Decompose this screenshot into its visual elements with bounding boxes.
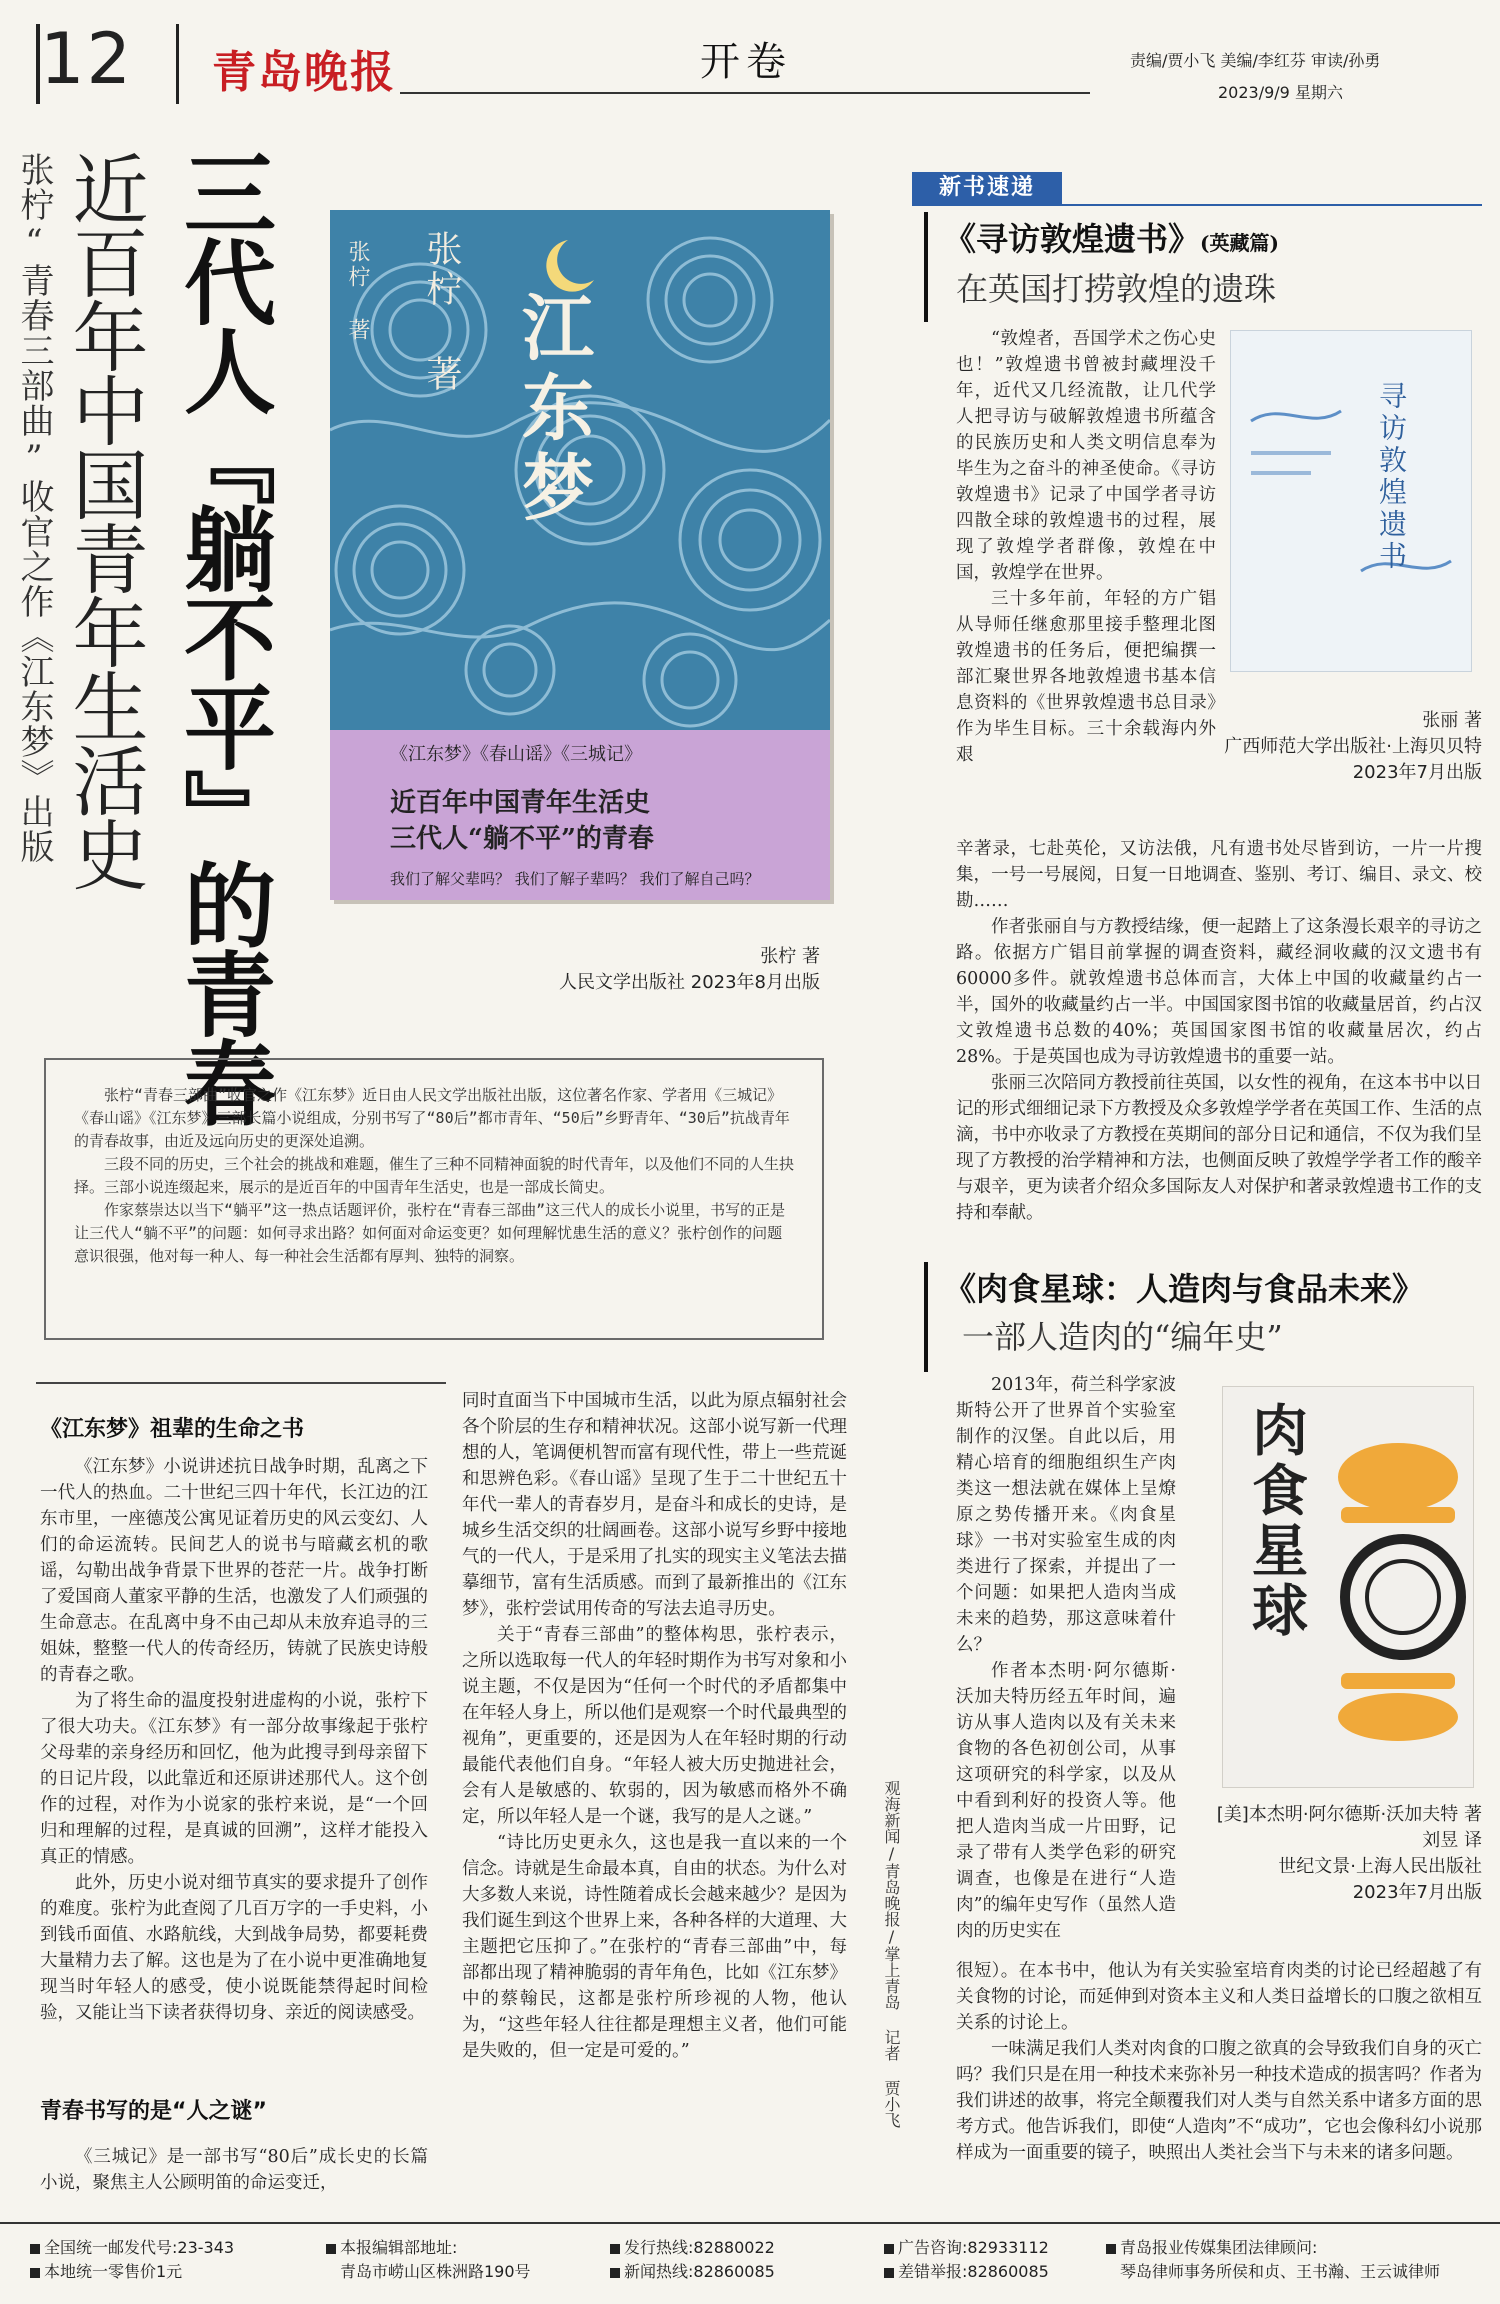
cover-slogan-2: 三代人“躺不平”的青春 — [390, 824, 654, 854]
footer-text: 琴岛律师事务所侯和贞、王书瀚、王云诚律师 — [1120, 2262, 1441, 2281]
footer-text: 青岛市崂山区株洲路190号 — [340, 2262, 531, 2281]
cover-band — [330, 730, 830, 900]
book1-subtitle: 在英国打捞敦煌的遗珠 — [956, 270, 1277, 308]
book1-body-wide — [956, 836, 1482, 1226]
book-cover-meat-planet — [1222, 1386, 1474, 1788]
body-paragraph: 同时直面当下中国城市生活，以此为原点辐射社会各个阶层的生存和精神状况。这部小说写新一代理想的人，笔调便机智而富有现代性，带上一些荒诞和思辨色彩。《春山谣》呈现了生于二十世纪五十年代一辈人的青春岁月，是奋斗和成长的史诗，是城乡生活交织的壮阔画卷。这部小说写乡野中接地气的一代人，于是采用了扎实的现实主义笔法去描摹细节，富有生活质感。而到了最新推出的《江东梦》，张柠尝试用传奇的写法去追寻历史。 — [462, 1391, 847, 1619]
book2-publisher: 世纪文景·上海人民出版社 — [1278, 1856, 1482, 1877]
body-paragraph: 《江东梦》小说讲述抗日战争时期，乱离之下一代人的热血。二十世纪三四十年代，长江边的江东市里，一座德茂公寓见证着历史的风云变幻、人们的命运流转。民间艺人的说书与暗藏玄机的歌谣，勾勒出战争背景下世界的苍茫一片。战争打断了爱国商人董家平静的生活，也激发了人们顽强的生命意志。在乱离中身不由己却从未放弃追寻的三姐妹，整整一代人的传奇经历，铸就了民族史诗般的青春之歌。 — [40, 1457, 428, 1685]
body-paragraph: 作者张丽自与方教授结缘，便一起踏上了这条漫长艰辛的寻访之路。依据方广锠目前掌握的调查资料，藏经洞收藏的汉文遗书有60000多件。就敦煌遗书总体而言，大体上中国的收藏量约占一半，国外的收藏量约占一半。中国国家图书馆的收藏量居首，约占汉文敦煌遗书总数的40%；英国国家图书馆的收藏量居次，约占28%。于是英国也成为寻访敦煌遗书的重要一站。 — [956, 917, 1482, 1067]
meat-planet-cover-title: 肉食星球 — [1243, 1401, 1308, 1641]
footer-text: 新闻热线:82860085 — [624, 2262, 775, 2281]
book2-subtitle: 一部人造肉的“编年史” — [962, 1318, 1283, 1356]
section-heading: 青春书写的是“人之谜” — [40, 2099, 267, 2124]
body-paragraph: “敦煌者，吾国学术之伤心史也！”敦煌遗书曾被封藏埋没千年，近代又几经流散，让几代学人把寻访与破解敦煌遗书所蕴含的民族历史和人类文明信息奉为毕生为之奋斗的神圣使命。《寻访敦煌遗书》记录了中国学者寻访四散全球的敦煌遗书的过程，展现了敦煌学者群像，敦煌在中国，敦煌学在世界。 — [956, 329, 1216, 583]
bullet-square-icon — [610, 2268, 620, 2278]
book2-translator: 刘昱 译 — [1422, 1830, 1482, 1851]
book2-body-wide — [956, 1958, 1482, 2166]
intro-paragraph: 三段不同的历史，三个社会的挑战和难题，催生了三种不同精神面貌的时代青年，以及他们不同的人生抉择。三部小说连缀起来，展示的是近百年的中国青年生活史，也是一部成长简史。 — [74, 1155, 795, 1196]
section-heading: 《江东梦》祖辈的生命之书 — [40, 1417, 305, 1442]
footer-col-4 — [884, 2236, 1049, 2284]
body-paragraph: 关于“青春三部曲”的整体构思，张柠表示，之所以选取每一代人的年轻时期作为书写对象和小说主题，不仅是因为“任何一个时代的矛盾都集中在年轻人身上，所以他们是观察一个时代最典型的视角”，更重要的，还是因为人在年轻时期的行动最能代表他们自身。“年轻人被大历史抛进社会，会有人是敏感的、软弱的，因为敏感而格外不确定，所以年轻人是一个谜，我写的是人之谜。” — [462, 1625, 847, 1827]
bullet-square-icon — [326, 2244, 336, 2254]
body-paragraph: 很短）。在本书中，他认为有关实验室培育肉类的讨论已经超越了有关食物的讨论，而延伸到对资本主义和人类日益增长的口腹之欲相互关系的讨论上。 — [956, 1961, 1482, 2033]
footer-text: 全国统一邮发代号:23-343 — [44, 2238, 235, 2257]
editors-line: 责编/贾小飞 美编/李红芬 审读/孙勇 — [1130, 51, 1381, 70]
footer-col-2 — [326, 2236, 531, 2284]
book1-publisher: 广西师范大学出版社·上海贝贝特 — [1224, 736, 1482, 757]
lead-subheadline: 张柠“青春三部曲”收官之作《江东梦》出版 — [14, 152, 54, 864]
dunhuang-cover-title: 寻访敦煌遗书 — [1375, 381, 1408, 573]
book2-credit — [1160, 1802, 1482, 1906]
footer-text: 本地统一零售价1元 — [44, 2262, 183, 2281]
footer-col-5 — [1106, 2236, 1440, 2284]
page-number: 12 — [40, 18, 134, 100]
footer-rule — [0, 2222, 1500, 2224]
new-books-tag: 新书速递 — [912, 172, 1062, 204]
body-paragraph: 张丽三次陪同方教授前往英国，以女性的视角，在这本书中以日记的形式细细记录下方教授及众多敦煌学学者在英国工作、生活的点滴，书中亦收录了方教授在英期间的部分日记和通信，不仅为我们呈现了方教授的治学精神和方法，也侧面反映了敦煌学学者工作的酸辛与艰辛，更为读者介绍众多国际友人对保护和著录敦煌遗书工作的支持和奉献。 — [956, 1073, 1482, 1223]
book-cover-dunhuang — [1230, 330, 1472, 672]
cover-author-small: 张柠 著 — [345, 240, 370, 343]
bullet-square-icon — [884, 2244, 894, 2254]
bullet-square-icon — [1106, 2244, 1116, 2254]
lead-headline-main: 三代人『躺不平』的青春 — [169, 146, 276, 1125]
cover-ornament — [1231, 331, 1471, 671]
body-paragraph: 《三城记》是一部书写“80后”成长史的长篇小说，聚焦主人公顾明笛的命运变迁， — [40, 2147, 428, 2193]
footer-col-3 — [610, 2236, 775, 2284]
section-rule — [36, 1382, 446, 1384]
intro-paragraph: 作家蔡崇达以当下“躺平”这一热点话题评价，张柠在“青春三部曲”这三代人的成长小说里，书写的正是让三代人“躺不平”的问题：如何寻求出路？如何面对命运变更？如何理解忧患生活的意义？张柠创作的问题意识很强，他对每一种人、每一种社会生活都有厚判、独特的洞察。 — [74, 1201, 786, 1265]
footer-text: 青岛报业传媒集团法律顾问: — [1120, 2238, 1318, 2257]
lead-intro-box — [44, 1058, 824, 1340]
footer-text: 发行热线:82880022 — [624, 2238, 775, 2257]
body-paragraph: 三十多年前，年轻的方广锠从导师任继愈那里接手整理北图敦煌遗书的任务后，便把编撰一部汇聚世界各地敦煌遗书基本信息资料的《世界敦煌遗书总目录》作为毕生目标。三十余载海内外艰 — [956, 589, 1216, 765]
bullet-square-icon — [30, 2268, 40, 2278]
section-title: 开卷 — [700, 39, 792, 85]
cover-author: 张柠 著 — [421, 230, 462, 395]
footer-text: 本报编辑部地址: — [340, 2238, 458, 2257]
lead-credit-publisher: 人民文学出版社 2023年8月出版 — [559, 972, 820, 993]
book2-body-narrow — [956, 1372, 1176, 1944]
book2-author: [美]本杰明·阿尔德斯·沃加夫特 著 — [1216, 1804, 1482, 1825]
book2-title: 《肉食星球：人造肉与食品未来》 — [944, 1270, 1425, 1308]
footer-col-1 — [30, 2236, 234, 2284]
book2-pubdate: 2023年7月出版 — [1352, 1882, 1482, 1903]
lead-column-1 — [40, 1454, 428, 2026]
cover-trilogy: 《江东梦》《春山谣》《三城记》 — [390, 744, 642, 765]
footer-text: 差错举报:82860085 — [898, 2262, 1049, 2281]
book1-body-narrow — [956, 326, 1216, 768]
reporter-byline: 观海新闻/青岛晚报/掌上青岛 记者 贾小飞 — [882, 1780, 901, 2128]
header-rule — [400, 92, 1090, 94]
masthead-logo: 青岛晚报 — [212, 47, 396, 98]
body-paragraph: 一味满足我们人类对肉食的口腹之欲真的会导致我们自身的灭亡吗？我们只是在用一种技术来弥补另一种技术造成的损害吗？作者为我们讲述的故事，将完全颠覆我们对人类与自然关系中诸多方面的思考方式。他告诉我们，即使“人造肉”不“成功”，它也会像科幻小说那样成为一面重要的镜子，映照出人类社会当下与未来的诸多问题。 — [956, 2039, 1482, 2163]
footer-text: 广告咨询:82933112 — [898, 2238, 1049, 2257]
bullet-square-icon — [610, 2244, 620, 2254]
book-cover-jiangdongmeng — [330, 210, 830, 900]
body-paragraph: 2013年，荷兰科学家波斯特公开了世界首个实验室制作的汉堡。自此以后，用精心培育的细胞组织生产肉类这一想法就在媒体上呈燎原之势传播开来。《肉食星球》一书对实验室生成的肉类进行了探索，并提出了一个问题：如果把人造肉当成未来的趋势，那这意味着什么？ — [956, 1375, 1176, 1655]
cover-title: 江东梦 — [510, 290, 595, 530]
headline-bar — [924, 212, 928, 322]
body-paragraph: “诗比历史更永久，这也是我一直以来的一个信念。诗就是生命最本真，自由的状态。为什么对大多数人来说，诗性随着成长会越来越少？是因为我们诞生到这个世界上来，各种各样的大道理、大主题把它压抑了。”在张柠的“青春三部曲”中，每部都出现了精神脆弱的青年角色，比如《江东梦》中的蔡翰民，这都是张柠所珍视的人物，他认为，“这些年轻人往往都是理想主义者，他们可能是失败的，但一定是可爱的。” — [462, 1833, 847, 2061]
lead-headline-secondary: 近百年中国青年生活史 — [60, 150, 149, 890]
book1-pubdate: 2023年7月出版 — [1352, 762, 1482, 783]
headline-bar — [924, 1262, 928, 1372]
body-paragraph: 此外，历史小说对细节真实的要求提升了创作的难度。张柠为此查阅了几百万字的一手史料，小到钱币面值、水路航线，大到战争局势，都要耗费大量精力去了解。这也是为了在小说中更准确地复现当时年轻人的感受，使小说既能禁得起时间检验，又能让当下读者获得切身、亲近的阅读感受。 — [40, 1873, 428, 2023]
bullet-square-icon — [884, 2268, 894, 2278]
body-paragraph: 辛著录，七赴英伦，又访法俄，凡有遗书处尽皆到访，一片一片搜集，一号一号展阅，日复一日地调查、鉴别、考订、编目、录文、校勘…… — [956, 839, 1482, 911]
body-paragraph: 作者本杰明·阿尔德斯·沃加夫特历经五年时间，遍访从事人造肉以及有关未来食物的各色初创公司，从事这项研究的科学家，以及从中看到利好的投资人等。他把人造肉当成一片田野，记录了带有人类学色彩的研究调查，也像是在进行“人造肉”的编年史写作（虽然人造肉的历史实在 — [956, 1661, 1176, 1941]
book1-author: 张丽 著 — [1422, 710, 1482, 731]
lead-column-1-tail — [40, 2144, 428, 2196]
book1-title: 《寻访敦煌遗书》(英藏篇) — [944, 220, 1279, 258]
bullet-square-icon — [30, 2244, 40, 2254]
lead-credit-author: 张柠 著 — [760, 946, 820, 967]
cover-slogan-1: 近百年中国青年生活史 — [390, 788, 651, 818]
page-number-bar-right — [176, 24, 179, 104]
lead-column-2 — [462, 1388, 847, 2064]
lead-book-credit — [480, 944, 820, 996]
issue-date: 2023/9/9 星期六 — [1218, 83, 1343, 102]
intro-paragraph: 张柠“青春三部曲”收官之作《江东梦》近日由人民文学出版社出版，这位著名作家、学者用《三城记》《春山谣》《江东梦》三部长篇小说组成，分别书写了“80后”都市青年、“50后”乡野青年、“30后”抗战青年的青春故事，由近及远向历史的更深处追溯。 — [74, 1086, 790, 1150]
tag-rule — [912, 204, 1482, 206]
cover-questions: 我们了解父辈吗？ 我们了解子辈吗？ 我们了解自己吗？ — [390, 870, 760, 888]
body-paragraph: 为了将生命的温度投射进虚构的小说，张柠下了很大功夫。《江东梦》有一部分故事缘起于张柠父母辈的亲身经历和回忆，他为此搜寻到母亲留下的日记片段，以此靠近和还原讲述那代人。这个创作的过程，对作为小说家的张柠来说，是“一个回归和理解的过程，是真诚的回溯”，这样才能投入真正的情感。 — [40, 1691, 428, 1867]
